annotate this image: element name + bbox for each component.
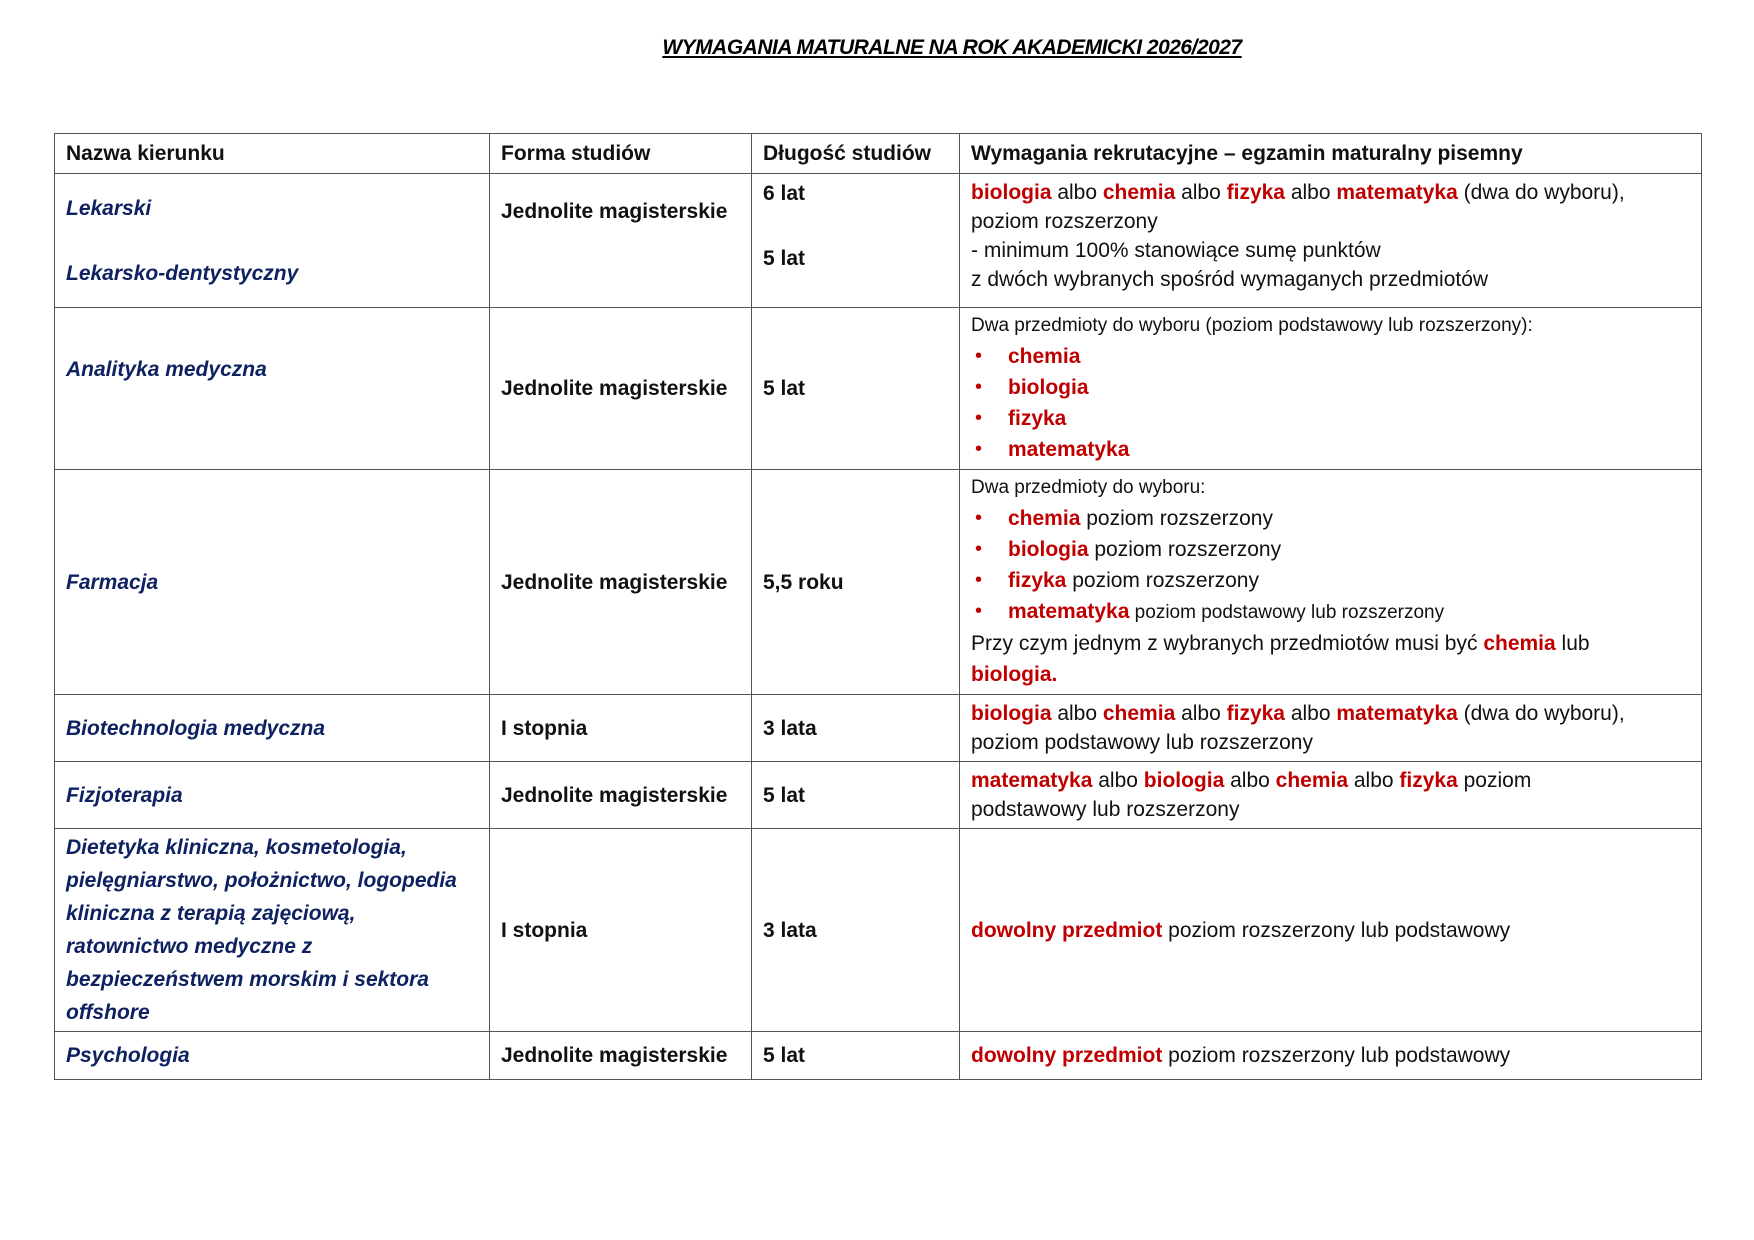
- requirements-line: poziom podstawowy lub rozszerzony: [971, 731, 1313, 754]
- list-item: [971, 503, 1690, 534]
- requirements-cell: [960, 308, 1702, 470]
- subject-fizyka: fizyka: [1008, 407, 1067, 430]
- program-name: Psychologia: [66, 1044, 190, 1067]
- requirements-line: - minimum 100% stanowiące sumę punktów: [971, 239, 1381, 262]
- connector: albo: [1051, 702, 1103, 725]
- subject-chemia: chemia: [1483, 632, 1556, 655]
- program-name: Lekarsko-dentystyczny: [66, 261, 299, 285]
- study-form: I stopnia: [490, 829, 752, 1032]
- table-row: [55, 308, 1702, 470]
- requirements-cell: [960, 695, 1702, 762]
- requirement-note: poziom: [1457, 769, 1532, 792]
- bullet-icon: •: [975, 407, 983, 429]
- subject-biologia: biologia: [1143, 769, 1225, 792]
- program-name-cell: [55, 174, 490, 308]
- requirements-cell: [960, 1032, 1702, 1080]
- subject-chemia: chemia: [1008, 507, 1081, 530]
- header-program-name: Nazwa kierunku: [55, 134, 490, 174]
- program-name-line: bezpieczeństwem morskim i sektora: [66, 968, 429, 991]
- connector: albo: [1348, 769, 1400, 792]
- subject-chemia: chemia: [1275, 769, 1349, 792]
- connector: albo: [1092, 769, 1144, 792]
- bullet-icon: •: [975, 376, 983, 398]
- header-study-length: Długość studiów: [752, 134, 960, 174]
- program-name-cell: [55, 762, 490, 829]
- requirements-line: [971, 699, 1690, 728]
- bullet-icon: •: [975, 600, 983, 622]
- program-name: Lekarski: [66, 196, 152, 220]
- subject-fizyka: fizyka: [1008, 569, 1067, 592]
- header-study-form: Forma studiów: [490, 134, 752, 174]
- requirements-intro: Dwa przedmioty do wyboru (poziom podstawowy lub rozszerzony):: [971, 315, 1533, 336]
- subject-matematyka: matematyka: [1008, 600, 1130, 623]
- bullet-icon: •: [975, 438, 983, 460]
- subject-matematyka: matematyka: [1008, 438, 1130, 461]
- study-form: Jednolite magisterskie: [490, 1032, 752, 1080]
- header-requirements: Wymagania rekrutacyjne – egzamin maturalny pisemny: [960, 134, 1702, 174]
- list-item: [971, 372, 1690, 403]
- table-row: [55, 174, 1702, 308]
- requirements-cell: [960, 470, 1702, 695]
- bullet-icon: •: [975, 507, 983, 529]
- table-row: [55, 1032, 1702, 1080]
- study-form: Jednolite magisterskie: [490, 762, 752, 829]
- study-form: [490, 174, 752, 308]
- connector: albo: [1175, 702, 1227, 725]
- subject-list: [971, 341, 1690, 465]
- connector: albo: [1051, 181, 1103, 204]
- requirements-line: podstawowy lub rozszerzony: [971, 798, 1240, 821]
- requirements-line: z dwóch wybranych spośród wymaganych przedmiotów: [971, 268, 1489, 291]
- table-row: [55, 762, 1702, 829]
- subject-chemia: chemia: [1102, 181, 1176, 204]
- subject-matematyka: matematyka: [971, 769, 1093, 792]
- requirement-note: (dwa do wyboru),: [1457, 181, 1625, 204]
- requirements-intro: Dwa przedmioty do wyboru:: [971, 477, 1206, 498]
- level-text: poziom rozszerzony: [1080, 507, 1273, 530]
- study-length: 6 lat: [763, 182, 806, 205]
- program-name-cell: [55, 829, 490, 1032]
- level-text: poziom rozszerzony: [1088, 538, 1282, 561]
- study-length-cell: [752, 174, 960, 308]
- list-item: [971, 341, 1690, 372]
- requirement-note: (dwa do wyboru),: [1457, 702, 1625, 725]
- list-item: [971, 596, 1690, 628]
- program-name-line: kliniczna z terapią zajęciową,: [66, 902, 356, 925]
- list-item: [971, 434, 1690, 465]
- page-title: WYMAGANIA MATURALNE NA ROK AKADEMICKI 2026/2027: [662, 36, 1242, 59]
- program-name-cell: [55, 695, 490, 762]
- requirements-line: [971, 178, 1690, 207]
- requirements-cell: [960, 174, 1702, 308]
- study-length: 3 lata: [752, 829, 960, 1032]
- requirements-table: [54, 133, 1702, 1080]
- program-name-line: offshore: [66, 1001, 150, 1024]
- program-name: Biotechnologia medyczna: [66, 716, 326, 740]
- table-row: [55, 470, 1702, 695]
- note-text: Przy czym jednym z wybranych przedmiotów musi być: [971, 632, 1484, 655]
- study-length: 5 lat: [752, 308, 960, 470]
- program-name-cell: [55, 308, 490, 470]
- bullet-icon: •: [975, 538, 983, 560]
- connector: albo: [1175, 181, 1227, 204]
- program-name-line: Dietetyka kliniczna, kosmetologia,: [66, 836, 407, 859]
- table-row: [55, 829, 1702, 1032]
- subject-biologia: biologia.: [971, 663, 1058, 686]
- level-text: poziom rozszerzony lub podstawowy: [1162, 1044, 1511, 1067]
- subject-biologia: biologia: [971, 181, 1052, 204]
- bullet-icon: •: [975, 569, 983, 591]
- table-header-row: [55, 134, 1702, 174]
- study-length: 5,5 roku: [752, 470, 960, 695]
- list-item: [971, 534, 1690, 565]
- study-form: Jednolite magisterskie: [490, 470, 752, 695]
- subject-fizyka: fizyka: [1399, 769, 1458, 792]
- program-name-line: pielęgniarstwo, położnictwo, logopedia: [66, 869, 457, 892]
- program-name-cell: [55, 470, 490, 695]
- list-item: [971, 403, 1690, 434]
- subject-fizyka: fizyka: [1226, 181, 1285, 204]
- requirements-line: poziom rozszerzony: [971, 210, 1158, 233]
- study-length: 5 lat: [752, 762, 960, 829]
- subject-matematyka: matematyka: [1336, 181, 1458, 204]
- subject-biologia: biologia: [971, 702, 1052, 725]
- study-length: 5 lat: [752, 1032, 960, 1080]
- bullet-icon: •: [975, 345, 983, 367]
- requirements-cell: [960, 829, 1702, 1032]
- level-text: poziom podstawowy lub rozszerzony: [1129, 602, 1445, 623]
- subject-chemia: chemia: [1008, 345, 1081, 368]
- subject-fizyka: fizyka: [1226, 702, 1285, 725]
- requirements-note: [971, 628, 1690, 659]
- requirements-cell: [960, 762, 1702, 829]
- connector: albo: [1285, 702, 1337, 725]
- study-form: I stopnia: [490, 695, 752, 762]
- note-text: lub: [1555, 632, 1590, 655]
- study-form-text: Jednolite magisterskie: [501, 200, 728, 223]
- level-text: poziom rozszerzony: [1066, 569, 1259, 592]
- study-length: 3 lata: [752, 695, 960, 762]
- program-name: Analityka medyczna: [66, 358, 267, 381]
- level-text: poziom rozszerzony lub podstawowy: [1162, 918, 1511, 942]
- requirements-line: [971, 766, 1690, 795]
- study-form: Jednolite magisterskie: [490, 308, 752, 470]
- table-row: [55, 695, 1702, 762]
- program-name: Fizjoterapia: [66, 783, 183, 807]
- program-name: Farmacja: [66, 570, 159, 594]
- subject-biologia: biologia: [1008, 376, 1089, 399]
- connector: albo: [1285, 181, 1337, 204]
- connector: albo: [1224, 769, 1276, 792]
- program-name-line: ratownictwo medyczne z: [66, 935, 313, 958]
- program-name-cell: [55, 1032, 490, 1080]
- subject-biologia: biologia: [1008, 538, 1089, 561]
- list-item: [971, 565, 1690, 596]
- subject-list: [971, 503, 1690, 628]
- subject-any: dowolny przedmiot: [971, 1044, 1163, 1067]
- study-length: 5 lat: [763, 247, 806, 270]
- subject-matematyka: matematyka: [1336, 702, 1458, 725]
- subject-chemia: chemia: [1102, 702, 1176, 725]
- subject-any: dowolny przedmiot: [971, 918, 1163, 942]
